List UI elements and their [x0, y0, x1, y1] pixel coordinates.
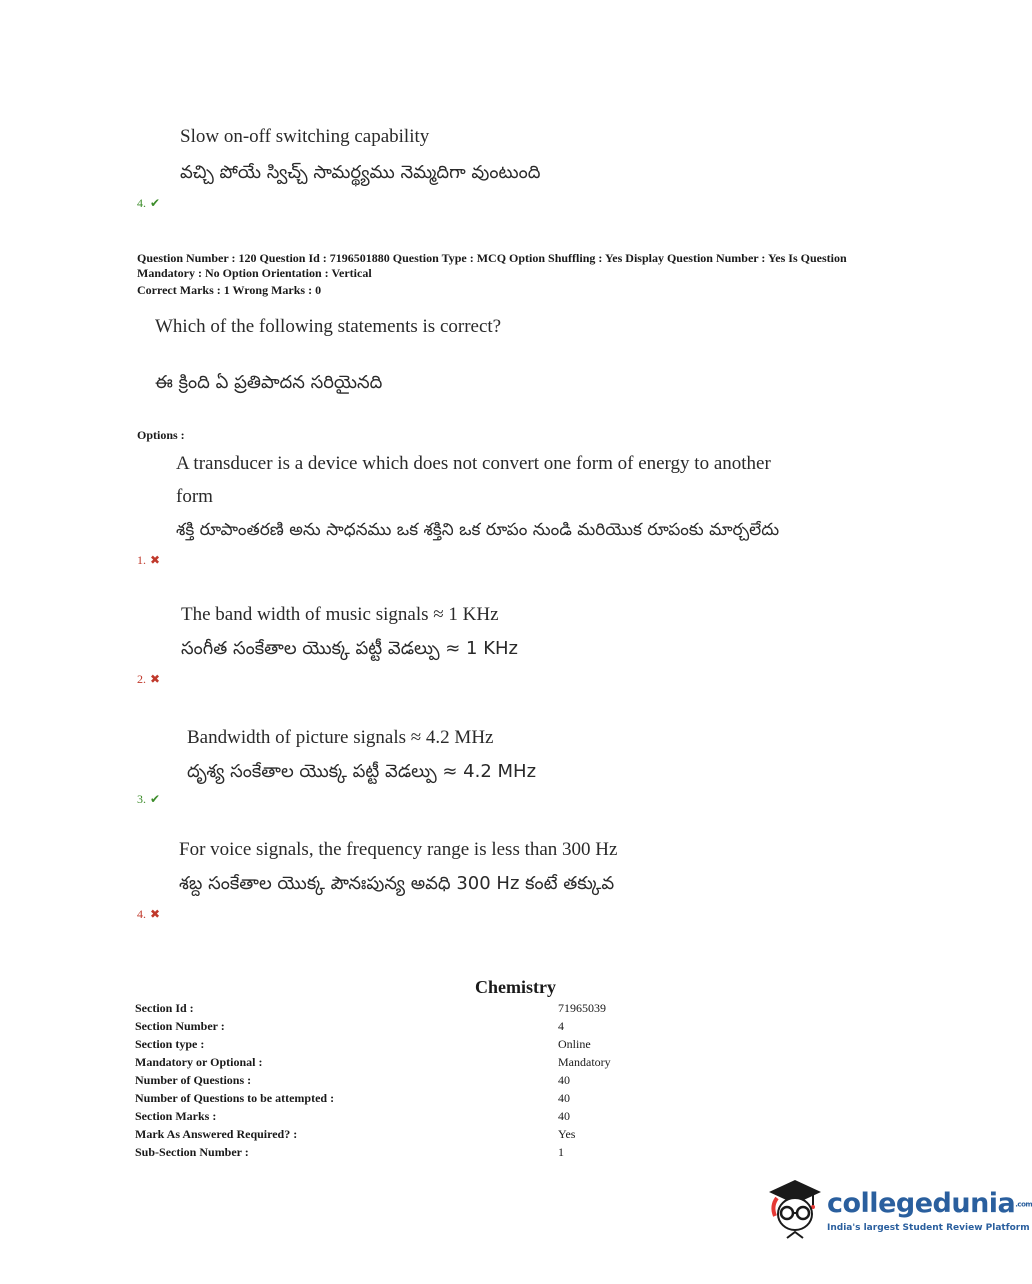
row-label: Number of Questions to be attempted : — [135, 1091, 335, 1105]
row-label: Section Id : — [135, 1001, 194, 1015]
option-2-marker — [137, 670, 160, 688]
row-value: 40 — [558, 1109, 570, 1123]
row-label: Section Number : — [135, 1019, 225, 1033]
row-label: Mandatory or Optional : — [135, 1055, 263, 1069]
table-row — [135, 1109, 695, 1127]
option-2-text-te: సంగీత సంకేతాల యొక్క పట్టీ వెడల్పు ≈ 1 KHz — [181, 638, 519, 659]
option-4-marker — [137, 905, 160, 923]
logo-wordmark — [827, 1188, 1032, 1219]
collegedunia-logo — [765, 1176, 1032, 1246]
option-1-text-en-cont: form — [176, 486, 213, 507]
table-row — [135, 1037, 695, 1055]
row-label: Number of Questions : — [135, 1073, 252, 1087]
option-1-text-te: శక్తి రూపాంతరణి అను సాధనము ఒక శక్తిని ఒక రూపం నుండి మరియొక రూపంకు మార్చలేదు — [176, 520, 780, 540]
table-row — [135, 1127, 695, 1145]
prev-option-text-te: వచ్చి పోయే స్విచ్చ్ సామర్థ్యము నెమ్మదిగా వుంటుంది — [180, 162, 541, 183]
option-number: 4. — [137, 907, 146, 921]
row-value: Mandatory — [558, 1055, 611, 1069]
option-2-text-en: The band width of music signals ≈ 1 KHz — [181, 604, 499, 625]
logo-domain: .com — [1015, 1200, 1032, 1209]
student-mascot-icon — [765, 1176, 827, 1244]
row-label: Section Marks : — [135, 1109, 217, 1123]
wrong-cross-icon: ✖ — [150, 672, 161, 686]
prev-option-text-en: Slow on-off switching capability — [180, 126, 430, 147]
table-row — [135, 1145, 695, 1163]
option-1-marker — [137, 551, 160, 569]
row-label: Sub-Section Number : — [135, 1145, 249, 1159]
correct-check-icon: ✔ — [150, 792, 161, 806]
logo-tagline: India's largest Student Review Platform — [827, 1223, 1030, 1233]
table-row — [135, 1001, 695, 1019]
question-text-te: ఈ క్రింది ఏ ప్రతిపాదన సరియైనది — [155, 372, 383, 393]
row-value: 40 — [558, 1091, 570, 1105]
row-value: 71965039 — [558, 1001, 606, 1015]
wrong-cross-icon: ✖ — [150, 553, 161, 567]
table-row — [135, 1019, 695, 1037]
question-meta: Question Number : 120 Question Id : 7196501880 Question Type : MCQ Option Shuffling : Yes Display Question Number : Yes Is Question Mandatory : No Option Orientation : Vertical — [137, 251, 847, 280]
option-4-text-te: శబ్ద సంకేతాల యొక్క పౌనఃపున్య అవధి 300 Hz కంటే తక్కువ — [179, 873, 615, 894]
row-value: Online — [558, 1037, 591, 1051]
table-row — [135, 1091, 695, 1109]
row-value: 1 — [558, 1145, 564, 1159]
row-value: Yes — [558, 1127, 576, 1141]
option-number: 4. — [137, 196, 146, 210]
option-3-text-en: Bandwidth of picture signals ≈ 4.2 MHz — [187, 727, 494, 748]
option-number: 3. — [137, 792, 146, 806]
table-row — [135, 1055, 695, 1073]
options-label: Options : — [137, 428, 185, 442]
question-marks: Correct Marks : 1 Wrong Marks : 0 — [137, 283, 322, 297]
option-4-text-en: For voice signals, the frequency range is less than 300 Hz — [179, 839, 618, 860]
table-row — [135, 1073, 695, 1091]
section-details-table — [135, 1001, 695, 1163]
question-text-en: Which of the following statements is correct? — [155, 316, 502, 337]
option-number: 2. — [137, 672, 146, 686]
wrong-cross-icon: ✖ — [150, 907, 161, 921]
prev-option-marker — [137, 194, 160, 212]
option-3-text-te: దృశ్య సంకేతాల యొక్క పట్టీ వెడల్పు ≈ 4.2 MHz — [187, 761, 537, 782]
row-label: Section type : — [135, 1037, 205, 1051]
row-value: 4 — [558, 1019, 564, 1033]
row-label: Mark As Answered Required? : — [135, 1127, 298, 1141]
logo-name: collegedunia — [827, 1188, 1016, 1219]
option-number: 1. — [137, 553, 146, 567]
row-value: 40 — [558, 1073, 570, 1087]
option-1-text-en: A transducer is a device which does not convert one form of energy to another — [176, 453, 771, 474]
correct-check-icon: ✔ — [150, 196, 161, 210]
option-3-marker — [137, 790, 160, 808]
section-title: Chemistry — [475, 977, 556, 997]
